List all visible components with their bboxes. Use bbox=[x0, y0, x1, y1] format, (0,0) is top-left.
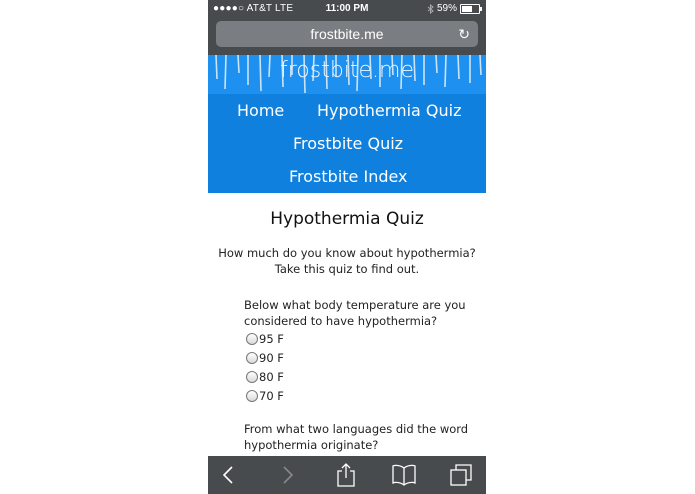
status-right bbox=[427, 3, 480, 14]
nav-home[interactable]: Home bbox=[237, 101, 285, 120]
radio-button[interactable] bbox=[246, 390, 258, 402]
phone-screen bbox=[208, 0, 486, 494]
clock: 11:00 PM bbox=[325, 3, 369, 14]
bookmarks-icon bbox=[391, 464, 417, 486]
browser-toolbar bbox=[208, 456, 486, 494]
carrier-signal: ●●●●○ AT&T LTE bbox=[213, 3, 294, 14]
battery-percent: 59% bbox=[436, 3, 457, 14]
forward-icon bbox=[282, 465, 294, 485]
address-bar[interactable] bbox=[216, 21, 478, 47]
reload-icon[interactable]: ↻ bbox=[458, 26, 470, 42]
share-button[interactable] bbox=[326, 456, 366, 494]
option-70f[interactable]: 70 F bbox=[246, 386, 480, 405]
share-icon bbox=[336, 462, 356, 488]
browser-chrome bbox=[208, 0, 486, 55]
back-icon bbox=[222, 465, 234, 485]
option-80f[interactable]: 80 F bbox=[246, 367, 480, 386]
tabs-button[interactable] bbox=[441, 456, 481, 494]
site-nav bbox=[208, 94, 486, 193]
question-2 bbox=[244, 421, 480, 453]
back-button[interactable] bbox=[208, 456, 248, 494]
question-2-text: From what two languages did the word hypothermia originate? bbox=[244, 422, 469, 452]
site-banner bbox=[208, 55, 486, 94]
question-1 bbox=[244, 297, 480, 405]
nav-frostbite-quiz[interactable]: Frostbite Quiz bbox=[293, 134, 404, 153]
radio-button[interactable] bbox=[246, 352, 258, 364]
nav-frostbite-index[interactable]: Frostbite Index bbox=[289, 167, 408, 186]
bluetooth-icon bbox=[427, 4, 434, 14]
option-90f[interactable]: 90 F bbox=[246, 348, 480, 367]
quiz-intro: How much do you know about hypothermia? Take this quiz to find out. bbox=[218, 246, 476, 276]
forward-button[interactable] bbox=[268, 456, 308, 494]
question-1-text: Below what body temperature are you considered to have hypothermia? bbox=[244, 298, 466, 328]
radio-button[interactable] bbox=[246, 333, 258, 345]
bookmarks-button[interactable] bbox=[384, 456, 424, 494]
page-title: Hypothermia Quiz bbox=[270, 209, 424, 229]
url-text: frostbite.me bbox=[310, 26, 384, 42]
option-95f[interactable]: 95 F bbox=[246, 329, 480, 348]
radio-button[interactable] bbox=[246, 371, 258, 383]
battery-icon bbox=[460, 4, 480, 14]
site-title[interactable]: frostbite.me bbox=[279, 58, 415, 83]
nav-hypothermia-quiz[interactable]: Hypothermia Quiz bbox=[317, 101, 462, 120]
tabs-icon bbox=[449, 463, 473, 487]
status-bar bbox=[208, 0, 486, 18]
